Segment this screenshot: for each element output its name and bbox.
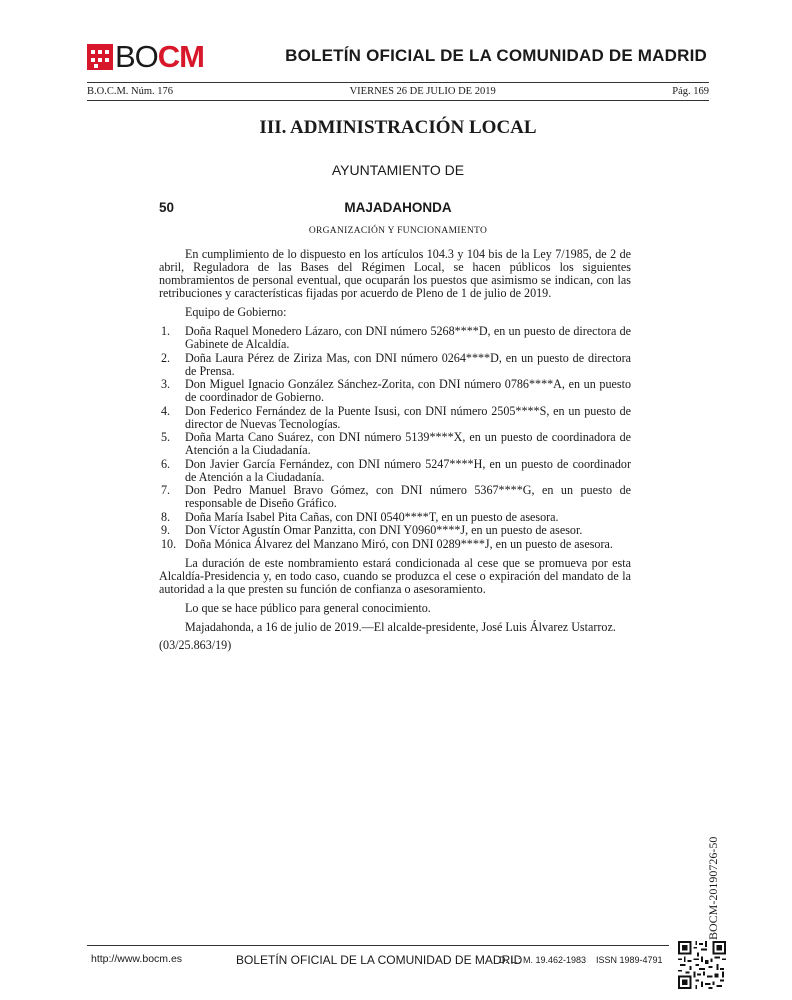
- list-heading: Equipo de Gobierno:: [185, 305, 287, 319]
- appointments-list: [159, 325, 631, 551]
- announcement-number: 50: [159, 200, 175, 215]
- meta-divider: [87, 100, 709, 101]
- municipality-name: MAJADAHONDA: [344, 200, 452, 215]
- list-item: 10. Doña Mónica Álvarez del Manzano Miró, con DNI 0289****J, en un puesto de asesora.: [161, 536, 613, 551]
- document-code: BOCM-20190726-50: [706, 836, 720, 940]
- gazette-title: BOLETÍN OFICIAL DE LA COMUNIDAD DE MADRID: [285, 46, 707, 65]
- issue-date: VIERNES 26 DE JULIO DE 2019: [349, 86, 496, 97]
- list-item: 3. Don Miguel Ignacio González Sánchez-Zorita, con DNI número 0786****A, en un puesto de coordinador de Gobierno.: [161, 377, 631, 404]
- list-item: 4. Don Federico Fernández de la Puente Isusi, con DNI número 2505****S, en un puesto de director de Nuevas Tecnologías.: [161, 403, 631, 431]
- list-item: 6. Don Javier García Fernández, con DNI número 5247****H, en un puesto de coordinador de Atención a la Ciudadanía.: [161, 456, 631, 484]
- signature-line: Majadahonda, a 16 de julio de 2019.—El alcalde-presidente, José Luis Álvarez Ustarroz.: [185, 619, 616, 634]
- list-item: 8. Doña María Isabel Pita Cañas, con DNI 0540****T, en un puesto de asesora.: [161, 509, 559, 524]
- list-item: 5. Doña Marta Cano Suárez, con DNI número 5139****X, en un puesto de coordinadora de Atención a la Ciudadanía.: [161, 430, 631, 457]
- footer-divider: [87, 945, 669, 946]
- header-divider: [87, 82, 709, 83]
- entity-label: AYUNTAMIENTO DE: [331, 162, 465, 178]
- madrid-flag-icon: [87, 44, 113, 70]
- reference-number: (03/25.863/19): [159, 637, 232, 652]
- issn: ISSN 1989-4791: [596, 955, 663, 965]
- intro-paragraph: En cumplimiento de lo dispuesto en los artículos 104.3 y 104 bis de la Ley 7/1985, de 2 de abril, Reguladora de las Bases del Régimen Local, se hacen públicos los siguientes nombramientos de personal eventual, que ocuparán los puestos que asimismo se indican, con las retribuciones y características fijadas por acuerdo de Pleno de 1 de julio de 2019.: [159, 247, 631, 300]
- footer-title: BOLETÍN OFICIAL DE LA COMUNIDAD DE MADRID: [236, 953, 523, 967]
- list-item: 9. Don Víctor Agustín Omar Panzitta, con DNI Y0960****J, en un puesto de asesor.: [161, 523, 583, 537]
- list-item: 1. Doña Raquel Monedero Lázaro, con DNI número 5268****D, en un puesto de directora de Gabinete de Alcaldía.: [161, 324, 631, 351]
- header-meta: [87, 86, 709, 97]
- list-item: 2. Doña Laura Pérez de Ziriza Mas, con DNI número 0264****D, en un puesto de directora de Prensa.: [161, 350, 631, 378]
- logo-text-cm: CM: [157, 39, 205, 74]
- list-item: 7. Don Pedro Manuel Bravo Gómez, con DNI número 5367****G, en un puesto de responsable de Diseño Gráfico.: [161, 483, 631, 510]
- bocm-logo: [87, 39, 205, 74]
- public-notice: Lo que se hace público para general conocimiento.: [185, 600, 431, 615]
- duration-paragraph: La duración de este nombramiento estará condicionada al cese que se promueva por esta Alcaldía-Presidencia y, en todo caso, cuando se produzca el cese o expiración del mandato de la autoridad a la que presten su función de confianza o asesoramiento.: [159, 555, 631, 596]
- section-title: III. ADMINISTRACIÓN LOCAL: [259, 117, 537, 138]
- qr-code-icon: [678, 941, 726, 989]
- announcement-subtitle: ORGANIZACIÓN Y FUNCIONAMIENTO: [308, 226, 488, 236]
- legal-deposit: D. L.: M. 19.462-1983: [499, 955, 587, 965]
- announcement-body: [159, 248, 631, 652]
- bulletin-number: B.O.C.M. Núm. 176: [87, 86, 174, 97]
- page-number: Pág. 169: [672, 86, 709, 97]
- logo-text-bo: BO: [115, 39, 158, 74]
- website-link[interactable]: http://www.bocm.es: [91, 953, 183, 965]
